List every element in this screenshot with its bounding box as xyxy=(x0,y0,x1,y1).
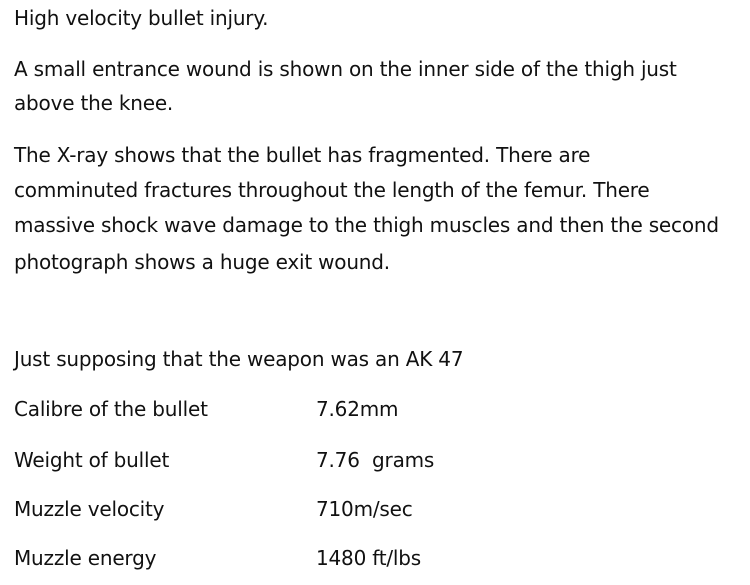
paragraph-line: photograph shows a huge exit wound. xyxy=(14,250,390,274)
paragraph-line: The X-ray shows that the bullet has fragmented. There are xyxy=(14,143,591,167)
paragraph-line: above the knee. xyxy=(14,91,174,115)
paragraph-line: comminuted fractures throughout the length of the femur. There xyxy=(14,178,650,202)
spec-label: Weight of bullet xyxy=(14,448,170,472)
spec-value: 7.76 grams xyxy=(316,448,435,472)
spec-label: Muzzle energy xyxy=(14,546,157,570)
paragraph-line: A small entrance wound is shown on the inner side of the thigh just xyxy=(14,57,677,81)
document-title: High velocity bullet injury. xyxy=(14,6,269,30)
spec-label: Calibre of the bullet xyxy=(14,397,208,421)
spec-label: Muzzle velocity xyxy=(14,497,165,521)
spec-value: 1480 ft/lbs xyxy=(316,546,421,570)
spec-value: 7.62mm xyxy=(316,397,399,421)
supposition-text: Just supposing that the weapon was an AK 47 xyxy=(14,347,464,371)
spec-value: 710m/sec xyxy=(316,497,413,521)
paragraph-line: massive shock wave damage to the thigh muscles and then the second xyxy=(14,213,719,237)
